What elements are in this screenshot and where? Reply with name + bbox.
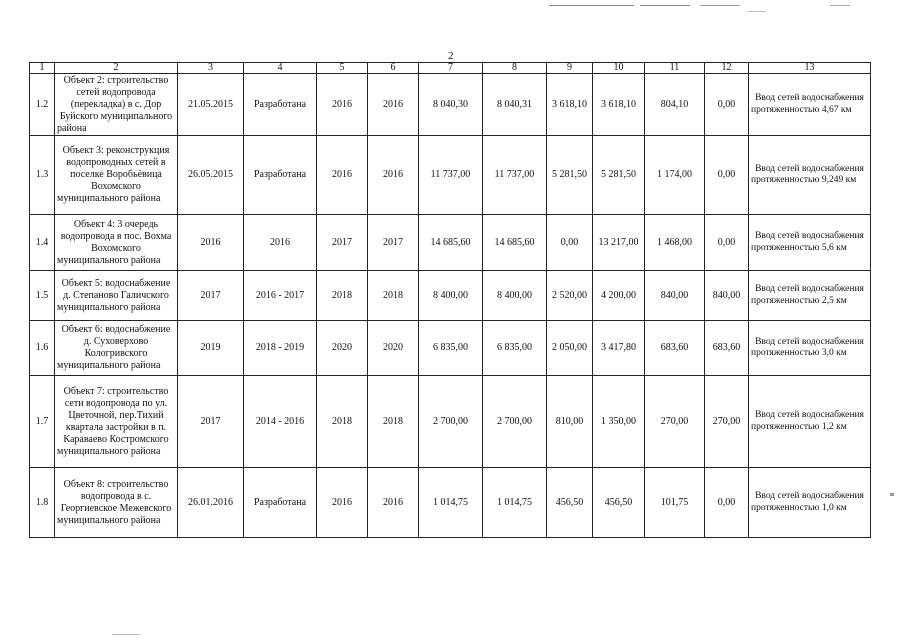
year-end: 2018 <box>368 376 419 468</box>
total-cost: 2 700,00 <box>419 376 483 468</box>
column-header: 5 <box>317 63 368 74</box>
table-row <box>30 271 871 321</box>
year-end: 2017 <box>368 215 419 271</box>
table-row <box>30 215 871 271</box>
year-start: 2018 <box>317 271 368 321</box>
total-financing: 2 700,00 <box>483 376 547 468</box>
extra-funds: 0,00 <box>705 468 749 538</box>
program-objects-table <box>29 62 871 538</box>
total-cost: 6 835,00 <box>419 321 483 376</box>
expected-result: Ввод сетей водоснабжения протяженностью 9,249 км <box>749 136 871 215</box>
federal-funds: 2 520,00 <box>547 271 593 321</box>
project-status: 2016 <box>244 215 317 271</box>
total-cost: 14 685,60 <box>419 215 483 271</box>
column-header: 13 <box>749 63 871 74</box>
year-end: 2016 <box>368 136 419 215</box>
federal-funds: 3 618,10 <box>547 74 593 136</box>
expected-result: Ввод сетей водоснабжения протяженностью 2,5 км <box>749 271 871 321</box>
column-header: 3 <box>178 63 244 74</box>
object-description: Объект 8: строительство водопровода в с. Георгиевское Межевского муниципального района <box>55 468 178 538</box>
year-start: 2020 <box>317 321 368 376</box>
local-funds: 840,00 <box>645 271 705 321</box>
column-header: 6 <box>368 63 419 74</box>
table-row <box>30 321 871 376</box>
column-header: 11 <box>645 63 705 74</box>
year-start: 2016 <box>317 74 368 136</box>
total-financing: 6 835,00 <box>483 321 547 376</box>
project-status: 2014 - 2016 <box>244 376 317 468</box>
local-funds: 1 174,00 <box>645 136 705 215</box>
row-number: 1.5 <box>30 271 55 321</box>
total-cost: 8 400,00 <box>419 271 483 321</box>
project-status: 2016 - 2017 <box>244 271 317 321</box>
scan-artifact <box>549 5 634 6</box>
row-number: 1.4 <box>30 215 55 271</box>
extra-funds: 0,00 <box>705 74 749 136</box>
column-header: 7 <box>419 63 483 74</box>
expected-result: Ввод сетей водоснабжения протяженностью 1,2 км <box>749 376 871 468</box>
year-start: 2016 <box>317 136 368 215</box>
column-header: 12 <box>705 63 749 74</box>
scan-artifact <box>700 5 740 6</box>
table-row <box>30 136 871 215</box>
column-header: 9 <box>547 63 593 74</box>
column-header: 4 <box>244 63 317 74</box>
federal-funds: 810,00 <box>547 376 593 468</box>
object-description: Объект 2: строительство сетей водопровода (перекладка) в с. Дор Буйского муниципального района <box>55 74 178 136</box>
total-cost: 1 014,75 <box>419 468 483 538</box>
local-funds: 1 468,00 <box>645 215 705 271</box>
document-date: 2019 <box>178 321 244 376</box>
row-number: 1.8 <box>30 468 55 538</box>
total-financing: 11 737,00 <box>483 136 547 215</box>
local-funds: 683,60 <box>645 321 705 376</box>
row-number: 1.2 <box>30 74 55 136</box>
local-funds: 804,10 <box>645 74 705 136</box>
project-status: Разработана <box>244 136 317 215</box>
scan-artifact <box>640 5 690 6</box>
table-header-row <box>30 63 871 74</box>
total-financing: 8 040,31 <box>483 74 547 136</box>
year-start: 2016 <box>317 468 368 538</box>
federal-funds: 2 050,00 <box>547 321 593 376</box>
scan-artifact <box>830 5 850 6</box>
object-description: Объект 3: реконструкция водопроводных сетей в поселке Воробьёвица Вохомского муниципального района <box>55 136 178 215</box>
extra-funds: 683,60 <box>705 321 749 376</box>
document-date: 26.01.2016 <box>178 468 244 538</box>
year-end: 2016 <box>368 468 419 538</box>
year-end: 2020 <box>368 321 419 376</box>
year-start: 2018 <box>317 376 368 468</box>
extra-funds: 270,00 <box>705 376 749 468</box>
local-funds: 101,75 <box>645 468 705 538</box>
project-status: Разработана <box>244 74 317 136</box>
expected-result: Ввод сетей водоснабжения протяженностью 3,0 км <box>749 321 871 376</box>
year-start: 2017 <box>317 215 368 271</box>
regional-funds: 3 417,80 <box>593 321 645 376</box>
scan-artifact <box>112 634 140 635</box>
total-cost: 8 040,30 <box>419 74 483 136</box>
table-row <box>30 74 871 136</box>
extra-funds: 840,00 <box>705 271 749 321</box>
federal-funds: 5 281,50 <box>547 136 593 215</box>
row-number: 1.3 <box>30 136 55 215</box>
scan-artifact <box>890 493 894 496</box>
total-financing: 1 014,75 <box>483 468 547 538</box>
federal-funds: 456,50 <box>547 468 593 538</box>
document-date: 2017 <box>178 271 244 321</box>
regional-funds: 1 350,00 <box>593 376 645 468</box>
extra-funds: 0,00 <box>705 136 749 215</box>
regional-funds: 3 618,10 <box>593 74 645 136</box>
table-row <box>30 376 871 468</box>
regional-funds: 4 200,00 <box>593 271 645 321</box>
column-header: 2 <box>55 63 178 74</box>
total-cost: 11 737,00 <box>419 136 483 215</box>
total-financing: 8 400,00 <box>483 271 547 321</box>
expected-result: Ввод сетей водоснабжения протяженностью 1,0 км <box>749 468 871 538</box>
expected-result: Ввод сетей водоснабжения протяженностью 5,6 км <box>749 215 871 271</box>
project-status: 2018 - 2019 <box>244 321 317 376</box>
row-number: 1.7 <box>30 376 55 468</box>
scan-artifact <box>748 11 766 12</box>
column-header: 8 <box>483 63 547 74</box>
column-header: 10 <box>593 63 645 74</box>
object-description: Объект 5: водоснабжение д. Степаново Галичского муниципального района <box>55 271 178 321</box>
federal-funds: 0,00 <box>547 215 593 271</box>
object-description: Объект 7: строительство сети водопровода по ул. Цветочной, пер.Тихий квартала застройки в п. Караваево Костромского муниципального района <box>55 376 178 468</box>
column-header: 1 <box>30 63 55 74</box>
local-funds: 270,00 <box>645 376 705 468</box>
regional-funds: 456,50 <box>593 468 645 538</box>
document-date: 2016 <box>178 215 244 271</box>
page-number: 2 <box>448 50 454 62</box>
regional-funds: 13 217,00 <box>593 215 645 271</box>
object-description: Объект 6: водоснабжение д. Суховерхово Кологривского муниципального района <box>55 321 178 376</box>
object-description: Объект 4: 3 очередь водопровода в пос. Вохма Вохомского муниципального района <box>55 215 178 271</box>
project-status: Разработана <box>244 468 317 538</box>
expected-result: Ввод сетей водоснабжения протяженностью 4,67 км <box>749 74 871 136</box>
year-end: 2016 <box>368 74 419 136</box>
row-number: 1.6 <box>30 321 55 376</box>
table-row <box>30 468 871 538</box>
document-date: 26.05.2015 <box>178 136 244 215</box>
extra-funds: 0,00 <box>705 215 749 271</box>
year-end: 2018 <box>368 271 419 321</box>
total-financing: 14 685,60 <box>483 215 547 271</box>
document-date: 21.05.2015 <box>178 74 244 136</box>
document-date: 2017 <box>178 376 244 468</box>
regional-funds: 5 281,50 <box>593 136 645 215</box>
